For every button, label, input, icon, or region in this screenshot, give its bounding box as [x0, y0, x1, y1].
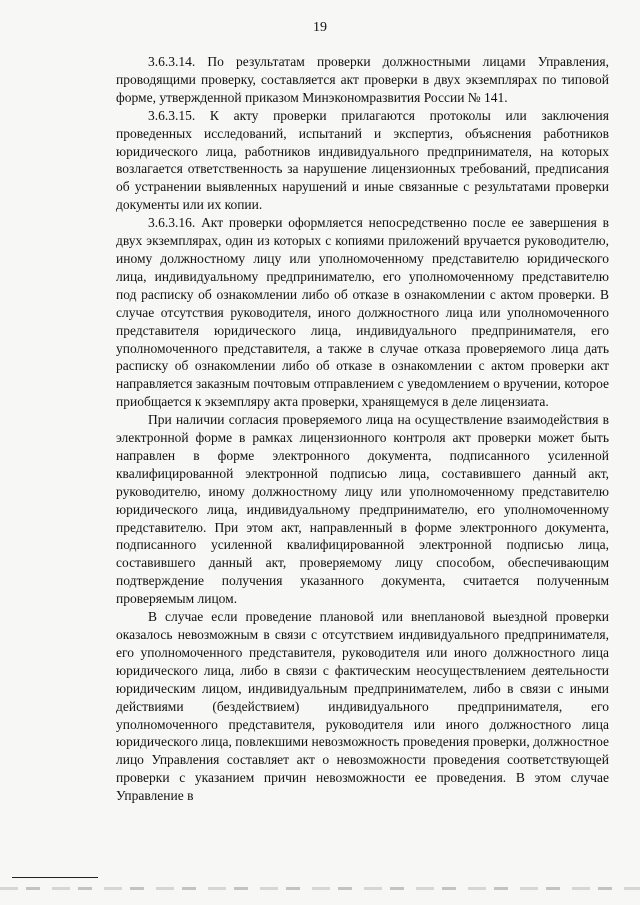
paragraph-inspection-impossible: В случае если проведение плановой или внеплановой выездной проверки оказалось невозможным в связи с отсутствием индивидуального предпринимателя, его уполномоченного представителя, руководителя или иного должностного лица юридического лица, либо в связи с фактическим неосуществлением деятельности юридическим лицом, индивидуальным предпринимателем, либо в связи с иными действиями (бездействием) индивидуального предпринимателя, его уполномоченного представителя, руководителя или иного должностного лица юридического лица, повлекшими невозможность проведения проверки, должностное лицо Управления составляет акт о невозможности проведения соответствующей проверки с указанием причин невозможности ее проведения. В этом случае Управление в	[116, 609, 609, 804]
page-number: 19	[313, 20, 327, 35]
paragraph-3-6-3-16: 3.6.3.16. Акт проверки оформляется непосредственно после ее завершения в двух экземплярах, один из которых с копиями приложений вручается руководителю, иному должностному лицу или уполномоченному представителю юридического лица, индивидуальному предпринимателю, его уполномоченному представителю под расписку об ознакомлении либо об отказе в ознакомлении с актом проверки. В случае отсутствия руководителя, иного должностного лица или уполномоченного представителя юридического лица, индивидуального предпринимателя, его уполномоченного представителя, а также в случае отказа проверяемого лица дать расписку об ознакомлении либо об отказе в ознакомлении с актом проверки акт направляется заказным почтовым отправлением с уведомлением о вручении, которое приобщается к экземпляру акта проверки, хранящемуся в деле лицензиата.	[116, 215, 609, 410]
paragraph-3-6-3-15: 3.6.3.15. К акту проверки прилагаются протоколы или заключения проведенных исследований, испытаний и экспертиз, объяснения работников юридического лица, работников индивидуального предпринимателя, на которых возлагается ответственность за нарушение лицензионных требований, предписания об устранении выявленных нарушений и иные связанные с результатами проверки документы или их копии.	[116, 107, 609, 213]
scan-edge-artifact	[0, 887, 640, 890]
paragraph-3-6-3-14: 3.6.3.14. По результатам проверки должностными лицами Управления, проводящими проверку, составляется акт проверки в двух экземплярах по типовой форме, утвержденной приказом Минэкономразвития России № 141.	[116, 54, 609, 105]
body-text	[116, 53, 609, 805]
paragraph-electronic-act: При наличии согласия проверяемого лица на осуществление взаимодействия в электронной форме в рамках лицензионного контроля акт проверки может быть направлен в форме электронного документа, подписанного усиленной квалифицированной электронной подписью лица, составившего данный акт, руководителю, иному должностному лицу или уполномоченному представителю юридического лица, индивидуальному предпринимателю, его уполномоченному представителю. При этом акт, направленный в форме электронного документа, подписанного усиленной квалифицированной электронной подписью лица, составившего данный акт, проверяемому лицу способом, обеспечивающим подтверждение получения указанного документа, считается полученным проверяемым лицом.	[116, 412, 609, 607]
footnote-divider	[12, 877, 98, 878]
